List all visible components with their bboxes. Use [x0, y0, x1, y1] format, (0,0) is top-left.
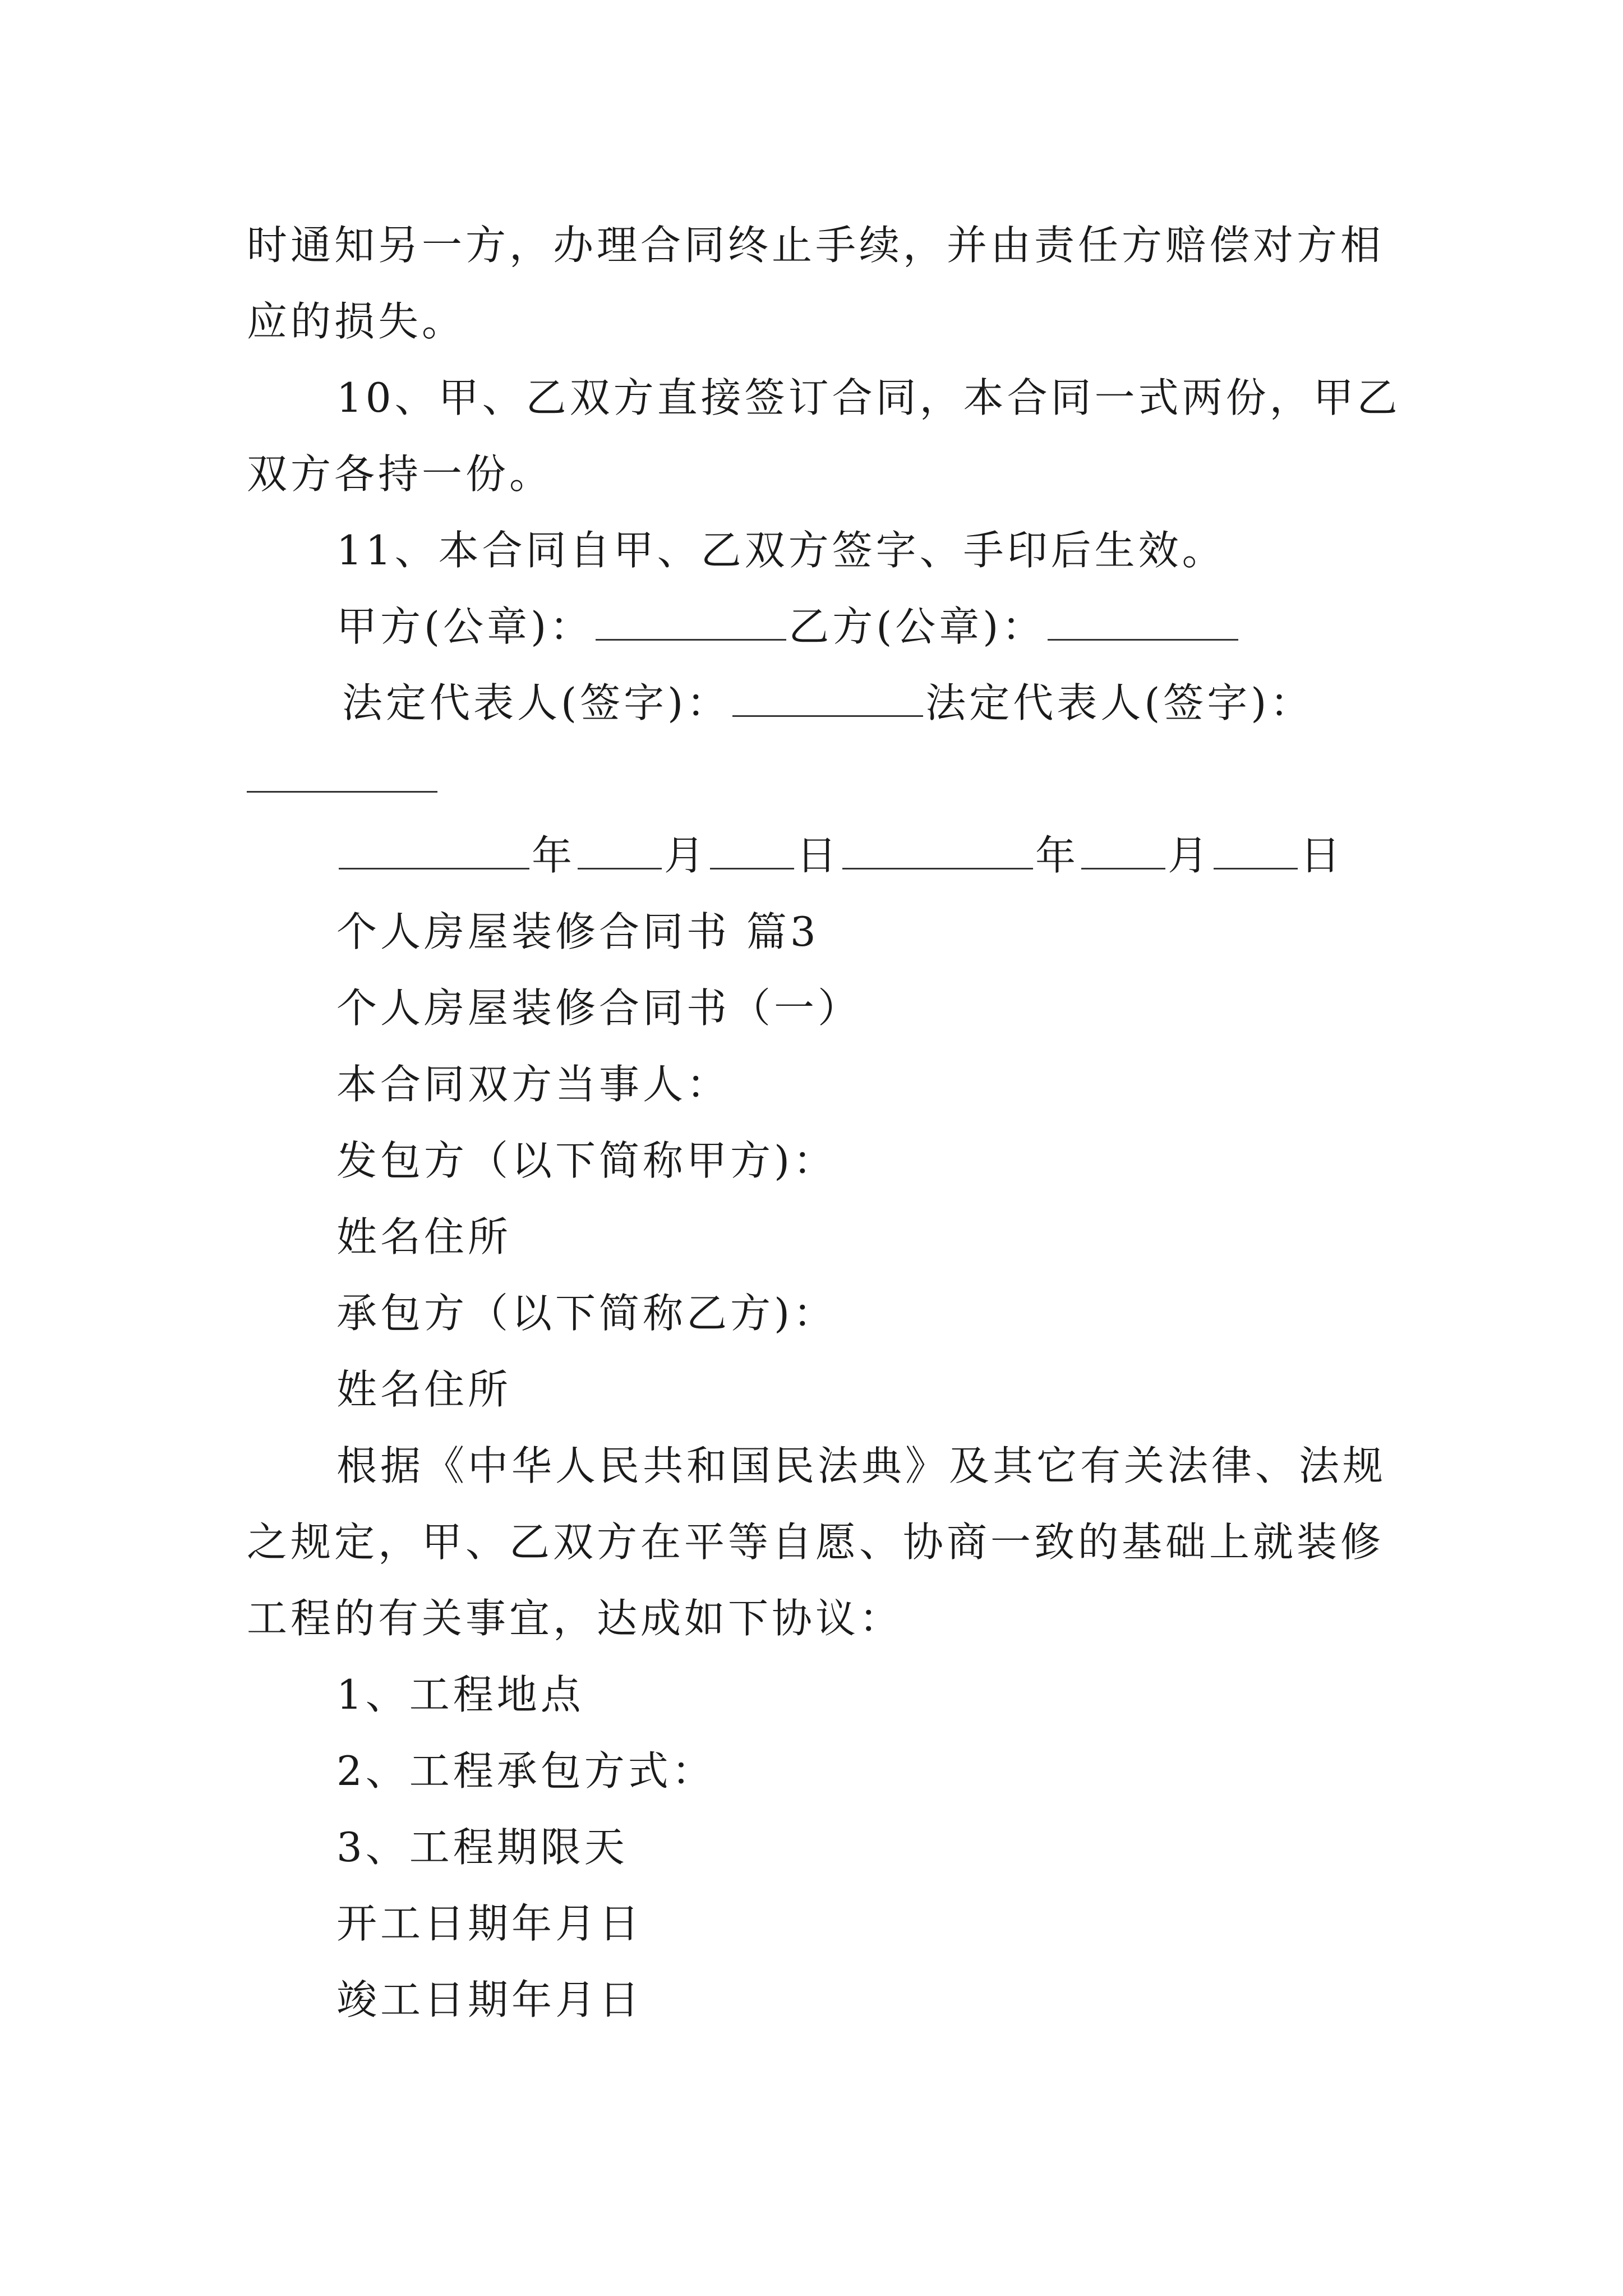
- end-date: 竣工日期年月日: [336, 1976, 643, 2023]
- date-line: [336, 830, 1344, 881]
- day-label: 日: [1300, 832, 1344, 879]
- representative-signature-line: [342, 678, 1313, 728]
- parties-intro: 本合同双方当事人：: [336, 1061, 731, 1108]
- paragraph-line: 双方各持一份。: [247, 450, 554, 498]
- paragraph-line: 工程的有关事宜，达成如下协议：: [247, 1595, 903, 1642]
- day-b-blank[interactable]: [1214, 834, 1298, 869]
- section-heading: 个人房屋装修合同书 篇3: [336, 908, 819, 955]
- paragraph-line: 时通知另一方，办理合同终止手续，并由责任方赔偿对方相: [247, 222, 1385, 269]
- rep-b-label: 法定代表人(签字)：: [925, 679, 1314, 726]
- year-label: 年: [532, 832, 576, 879]
- employer-label: 发包方（以下简称甲方)：: [336, 1137, 837, 1184]
- party-b-seal-blank[interactable]: [1048, 605, 1238, 641]
- list-item: 3、工程期限天: [336, 1824, 628, 1871]
- month-b-blank[interactable]: [1081, 834, 1165, 869]
- paragraph-line: 应的损失。: [247, 298, 466, 345]
- paragraph-line: 10、甲、乙双方直接签订合同，本合同一式两份，甲乙: [336, 374, 1401, 421]
- paragraph-line: 之规定，甲、乙双方在平等自愿、协商一致的基础上就装修: [247, 1519, 1385, 1566]
- day-label: 日: [796, 832, 841, 879]
- employer-info: 姓名住所: [336, 1213, 512, 1260]
- year-label: 年: [1035, 832, 1080, 879]
- party-a-seal-label: 甲方(公章)：: [336, 603, 594, 650]
- month-a-blank[interactable]: [578, 834, 662, 869]
- contractor-info: 姓名住所: [336, 1366, 512, 1413]
- year-b-blank[interactable]: [842, 834, 1033, 869]
- day-a-blank[interactable]: [710, 834, 794, 869]
- paragraph-line: 11、本合同自甲、乙双方签字、手印后生效。: [336, 527, 1226, 574]
- rep-a-label: 法定代表人(签字)：: [342, 679, 731, 726]
- month-label: 月: [664, 832, 708, 879]
- rep-b-blank[interactable]: [247, 791, 437, 793]
- rep-a-blank[interactable]: [732, 682, 923, 717]
- section-subheading: 个人房屋装修合同书（一）: [336, 984, 862, 1032]
- month-label: 月: [1168, 832, 1212, 879]
- party-a-seal-blank[interactable]: [596, 605, 786, 641]
- list-item: 2、工程承包方式：: [336, 1747, 716, 1795]
- seal-signature-line: [336, 601, 1241, 652]
- list-item: 1、工程地点: [336, 1671, 584, 1718]
- contractor-label: 承包方（以下简称乙方)：: [336, 1290, 837, 1337]
- party-b-seal-label: 乙方(公章)：: [789, 603, 1046, 650]
- start-date: 开工日期年月日: [336, 1900, 643, 1947]
- year-a-blank[interactable]: [339, 834, 529, 869]
- paragraph-line: 根据《中华人民共和国民法典》及其它有关法律、法规: [336, 1442, 1387, 1489]
